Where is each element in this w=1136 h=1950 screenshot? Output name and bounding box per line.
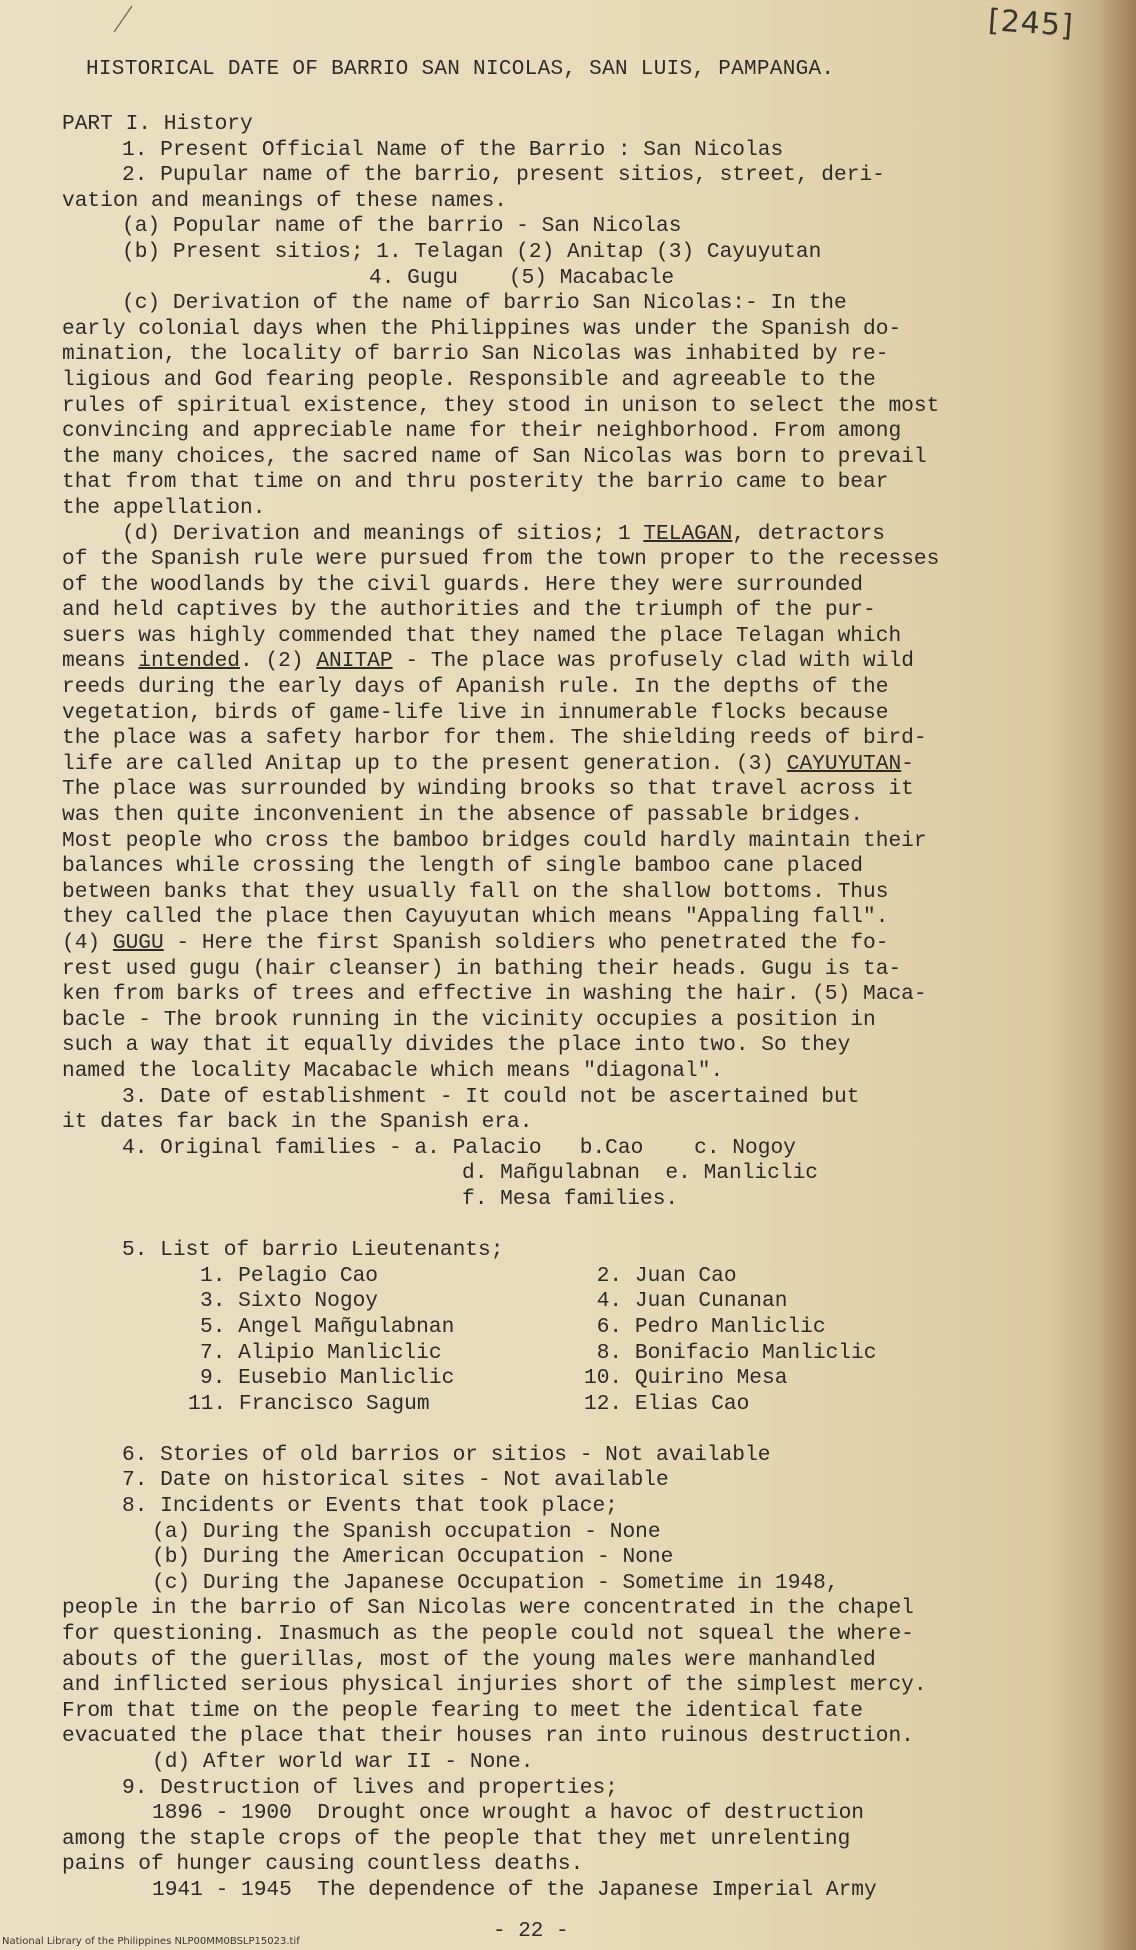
text-line: pains of hunger causing countless deaths. [62, 1852, 584, 1877]
text-line: 1896 - 1900 Drought once wrought a havoc of destruction [152, 1801, 865, 1826]
text-line: 8. Incidents or Events that took place; [122, 1494, 618, 1519]
text-line: (c) During the Japanese Occupation - Sometime in 1948, [152, 1570, 839, 1595]
text-line: for questioning. Inasmuch as the people could not squeal the where- [62, 1622, 914, 1647]
text-line: (a) During the Spanish occupation - None [152, 1519, 661, 1544]
text-line: convincing and appreciable name for their neighborhood. From among [62, 419, 902, 444]
list-item: 5. Angel Mañgulabnan 6. Pedro Manliclic [200, 1314, 826, 1339]
text-line: the appellation. [62, 495, 266, 520]
text-line: that from that time on and thru posterity the barrio came to bear [62, 470, 889, 495]
text-line: suers was highly commended that they named the place Telagan which [62, 623, 902, 648]
text-line: 1. Present Official Name of the Barrio : San Nicolas [122, 137, 784, 162]
text-line: and held captives by the authorities and the triumph of the pur- [62, 598, 876, 623]
text-line: 2. Pupular name of the barrio, present sitios, street, deri- [122, 163, 885, 188]
list-item: 7. Alipio Manliclic 8. Bonifacio Manliclic [200, 1340, 877, 1365]
list-item: 1. Pelagio Cao 2. Juan Cao [200, 1263, 737, 1288]
text-line: (4) GUGU - Here the first Spanish soldiers who penetrated the fo- [62, 931, 889, 955]
text-line: reeds during the early days of Apanish rule. In the depths of the [62, 675, 889, 700]
text-line: was then quite inconvenient in the absence of passable bridges. [62, 803, 864, 828]
text-line: vegetation, birds of game-life live in innumerable flocks because [62, 700, 889, 725]
text-line: ligious and God fearing people. Responsible and agreeable to the [62, 367, 876, 392]
text-line: of the Spanish rule were pursued from the town proper to the recesses [62, 547, 940, 572]
text-line: 3. Date of establishment - It could not be ascertained but [122, 1084, 860, 1109]
pencil-mark-icon [110, 4, 136, 34]
archive-footer: National Library of the Philippines NLP00MM0BSLP15023.tif [2, 1936, 300, 1947]
text-line: The place was surrounded by winding brooks so that travel across it [62, 777, 914, 802]
sitio-heading: GUGU [112, 931, 164, 955]
text-line: rules of spiritual existence, they stood in unison to select the most [62, 393, 940, 418]
text-line: 6. Stories of old barrios or sitios - Not available [122, 1442, 771, 1467]
text-line: bacle - The brook running in the vicinity occupies a position in [62, 1007, 876, 1032]
text-line: (a) Popular name of the barrio - San Nicolas [122, 214, 682, 239]
text-line: 4. Gugu (5) Macabacle [369, 265, 675, 290]
page-number: - 22 - [493, 1920, 569, 1943]
text-line: 1941 - 1945 The dependence of the Japanese Imperial Army [152, 1877, 877, 1902]
text-line: such a way that it equally divides the place into two. So they [62, 1033, 851, 1058]
text-line: means intended. (2) ANITAP - The place was profusely clad with wild [62, 649, 914, 674]
text-line: it dates far back in the Spanish era. [62, 1110, 533, 1135]
text-line: 9. Destruction of lives and properties; [122, 1775, 618, 1800]
document-body [62, 112, 1102, 1904]
text-line: (d) Derivation and meanings of sitios; 1 TELAGAN, detractors [122, 521, 885, 546]
text-line: d. Mañgulabnan e. Manliclic [462, 1161, 819, 1186]
text-line: (b) Present sitios; 1. Telagan (2) Anitap (3) Cayuyutan [122, 239, 822, 264]
paper-edge-shadow [1096, 0, 1136, 1950]
text-line: f. Mesa families. [462, 1186, 679, 1211]
text-line: life are called Anitap up to the present generation. (3) CAYUYUTAN- [62, 751, 914, 776]
text-line: and inflicted serious physical injuries short of the simplest mercy. [62, 1673, 927, 1698]
text-line: the many choices, the sacred name of San Nicolas was born to prevail [62, 444, 927, 469]
text-line: 4. Original families - a. Palacio b.Cao c. Nogoy [122, 1135, 796, 1160]
sitio-heading: CAYUYUTAN [786, 751, 902, 776]
underlined-word: intended [138, 649, 241, 674]
text-line: named the locality Macabacle which means "diagonal". [62, 1058, 724, 1083]
sitio-heading: TELAGAN [643, 521, 733, 546]
text-line: between banks that they usually fall on the shallow bottoms. Thus [62, 879, 889, 904]
lieutenants-list [62, 1264, 1102, 1418]
list-item: 3. Sixto Nogoy 4. Juan Cunanan [200, 1289, 788, 1314]
text-line: From that time on the people fearing to meet the identical fate [62, 1698, 864, 1723]
text-line: balances while crossing the length of single bamboo cane placed [62, 854, 864, 879]
text-line: early colonial days when the Philippines was under the Spanish do- [62, 316, 902, 341]
text-line: among the staple crops of the people that they met unrelenting [62, 1826, 851, 1851]
text-line: 7. Date on historical sites - Not available [122, 1468, 669, 1493]
text-line: they called the place then Cayuyutan which means "Appaling fall". [62, 905, 889, 930]
list-item: 9. Eusebio Manliclic 10. Quirino Mesa [200, 1366, 788, 1391]
text-line: vation and meanings of these names. [62, 188, 508, 213]
list-item: 11. Francisco Sagum 12. Elias Cao [188, 1391, 750, 1416]
text-line: (b) During the American Occupation - None [152, 1545, 674, 1570]
text-line: ken from barks of trees and effective in washing the hair. (5) Maca- [62, 982, 927, 1007]
text-line: of the woodlands by the civil guards. Here they were surrounded [62, 572, 864, 597]
text-line: (d) After world war II - None. [152, 1750, 534, 1774]
text-line: evacuated the place that their houses ran into ruinous destruction. [62, 1724, 914, 1749]
text-line: rest used gugu (hair cleanser) in bathing their heads. Gugu is ta- [62, 956, 902, 981]
text-line: Most people who cross the bamboo bridges could hardly maintain their [62, 828, 927, 853]
text-line: PART I. History [62, 112, 253, 136]
sitio-heading: ANITAP [316, 649, 393, 674]
text-line: the place was a safety harbor for them. The shielding reeds of bird- [62, 726, 927, 751]
text-line: mination, the locality of barrio San Nicolas was inhabited by re- [62, 342, 889, 367]
text-line: 5. List of barrio Lieutenants; [122, 1238, 504, 1263]
text-line: people in the barrio of San Nicolas were concentrated in the chapel [62, 1596, 914, 1621]
document-title: HISTORICAL DATE OF BARRIO SAN NICOLAS, SAN LUIS, PAMPANGA. [86, 58, 835, 81]
page-reference-number: [245] [987, 3, 1076, 44]
text-line: abouts of the guerillas, most of the young males were manhandled [62, 1647, 876, 1672]
text-line: (c) Derivation of the name of barrio San Nicolas:- In the [122, 291, 847, 316]
